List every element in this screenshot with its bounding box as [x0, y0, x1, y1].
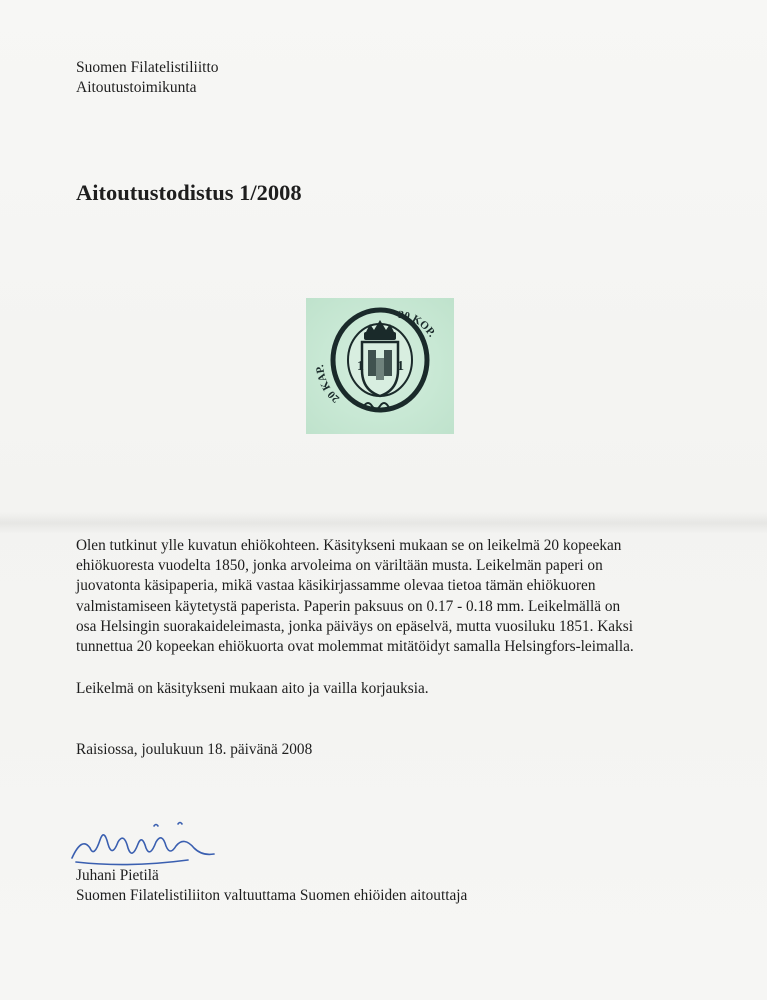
body-line: tunnettua 20 kopeekan ehiökuorta ovat molemmat mitätöidyt samalla Helsingfors-leimalla.	[76, 638, 634, 656]
signer-role: Suomen Filatelistiliiton valtuuttama Suomen ehiöiden aitouttaja	[76, 887, 468, 904]
signature-icon	[68, 818, 228, 870]
body-line: ehiökuoresta vuodelta 1850, jonka arvoleima on väriltään musta. Leikelmän paperi on	[76, 557, 603, 575]
certificate-title: Aitoutustodistus 1/2008	[76, 180, 302, 205]
stamp-numeral-right: 1	[397, 359, 404, 374]
signer-name: Juhani Pietilä	[76, 867, 159, 884]
stamp-image	[306, 298, 454, 434]
body-line: valmistamiseen käytetystä paperista. Paperin paksuus on 0.17 - 0.18 mm. Leikelmällä on	[76, 597, 621, 615]
body-line: juovatonta käsipaperia, mikä vastaa käsikirjassamme olevaa tietoa tämän ehiökuoren	[76, 577, 596, 595]
stamp-numeral-left: 1	[357, 359, 364, 374]
signer-block	[76, 866, 467, 906]
paper-fold-shadow	[0, 512, 767, 534]
body-line: Olen tutkinut ylle kuvatun ehiökohteen. Käsitykseni mukaan se on leikelmä 20 kopeekan	[76, 537, 622, 554]
certificate-body	[76, 536, 716, 657]
organization-name: Suomen Filatelistiliitto	[76, 59, 219, 76]
stamp-text-right: 20 KOP.	[397, 308, 438, 340]
body-line: osa Helsingin suorakaideleimasta, jonka päiväys on epäselvä, mutta vuosiluku 1851. Kaksi	[76, 617, 633, 635]
stamp-text-left: 20 KAP.	[314, 364, 343, 405]
letterhead	[76, 58, 219, 98]
place-and-date: Raisiossa, joulukuun 18. päivänä 2008	[76, 741, 313, 758]
authenticity-statement: Leikelmä on käsitykseni mukaan aito ja vailla korjauksia.	[76, 680, 429, 697]
stamp-illustration	[306, 298, 454, 434]
committee-name: Aitoutustoimikunta	[76, 79, 197, 96]
